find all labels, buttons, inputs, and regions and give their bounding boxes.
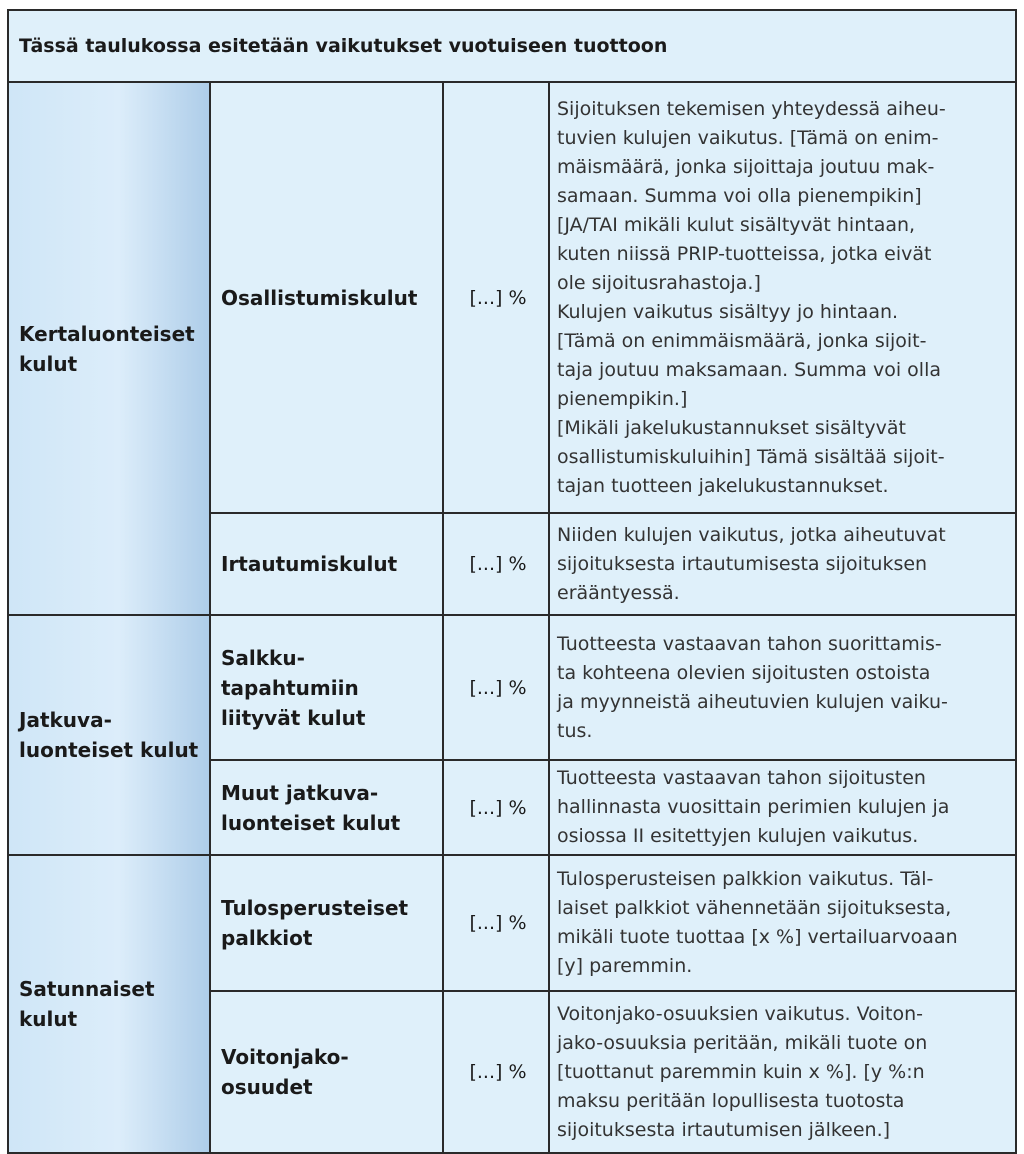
cost-type-line: Osallistumiskulut bbox=[221, 285, 418, 310]
table-caption: Tässä taulukossa esitetään vaikutukset vuotuiseen tuottoon bbox=[8, 10, 1016, 82]
table-row bbox=[8, 82, 1016, 513]
description-line: ja myynneistä aiheutuvien kulujen vaiku- bbox=[557, 690, 948, 713]
description-line: Tuotteesta vastaavan tahon suorittamis- bbox=[557, 632, 942, 655]
percent-cell: [...] % bbox=[443, 82, 549, 513]
description-line: samaan. Summa voi olla pienempikin] bbox=[557, 184, 922, 207]
description-line: jako-osuuksia peritään, mikäli tuote on bbox=[557, 1031, 928, 1054]
percent-cell: [...] % bbox=[443, 513, 549, 615]
description-line: ole sijoitusrahastoja.] bbox=[557, 271, 761, 294]
description-line: mikäli tuote tuottaa [x %] vertailuarvoaan bbox=[557, 926, 958, 948]
category-cell bbox=[8, 615, 210, 855]
category-cell bbox=[8, 855, 210, 1153]
description-line: taja joutuu maksamaan. Summa voi olla bbox=[557, 358, 941, 381]
description-line: hallinnasta vuosittain perimien kulujen ja bbox=[557, 796, 950, 818]
cost-type-line: Tulosperusteiset bbox=[221, 896, 409, 920]
cost-type-cell bbox=[210, 615, 443, 760]
cost-type-line: luonteiset kulut bbox=[221, 810, 401, 835]
cost-impact-table bbox=[7, 9, 1017, 1154]
description-line: tus. bbox=[557, 719, 593, 742]
description-line: kuten niissä PRIP-tuotteissa, jotka eivät bbox=[557, 242, 932, 265]
description-line: Kulujen vaikutus sisältyy jo hintaan. bbox=[557, 300, 899, 323]
description-line: [Mikäli jakelukustannukset sisältyvät bbox=[557, 416, 906, 439]
description-line: [tuottanut paremmin kuin x %]. [y %:n bbox=[557, 1060, 925, 1083]
description-line: Voitonjako-osuuksien vaikutus. Voiton- bbox=[557, 1002, 924, 1025]
description-cell bbox=[549, 513, 1016, 615]
cost-type-line: Muut jatkuva- bbox=[221, 780, 379, 805]
description-line: osallistumiskuluihin] Tämä sisältää sijoit- bbox=[557, 445, 945, 468]
description-line: [JA/TAI mikäli kulut sisältyvät hintaan, bbox=[557, 213, 916, 236]
category-cell bbox=[8, 82, 210, 615]
description-cell bbox=[549, 991, 1016, 1153]
description-line: pienempikin.] bbox=[557, 387, 688, 410]
category-label-line: Kertaluonteiset bbox=[19, 321, 195, 346]
description-cell bbox=[549, 82, 1016, 513]
percent-cell: [...] % bbox=[443, 855, 549, 991]
description-line: Tulosperusteisen palkkion vaikutus. Täl- bbox=[557, 868, 934, 890]
description-line: ta kohteena olevien sijoitusten ostoista bbox=[557, 661, 931, 684]
description-cell bbox=[549, 760, 1016, 855]
description-line: tuvien kulujen vaikutus. [Tämä on enim- bbox=[557, 126, 939, 149]
cost-type-line: Voitonjako- bbox=[221, 1045, 349, 1069]
table-row bbox=[8, 615, 1016, 760]
cost-type-cell bbox=[210, 82, 443, 513]
category-label-line: kulut bbox=[19, 351, 78, 376]
percent-cell: [...] % bbox=[443, 760, 549, 855]
table-caption-row bbox=[8, 10, 1016, 82]
cost-type-line: palkkiot bbox=[221, 926, 313, 950]
cost-type-line: osuudet bbox=[221, 1075, 313, 1099]
description-line: tajan tuotteen jakelukustannukset. bbox=[557, 474, 889, 497]
description-line: [y] paremmin. bbox=[557, 955, 693, 977]
cost-type-line: Salkku- bbox=[221, 645, 305, 670]
description-line: Sijoituksen tekemisen yhteydessä aiheu- bbox=[557, 97, 946, 120]
cost-type-line: tapahtumiin bbox=[221, 675, 359, 700]
category-label-line: kulut bbox=[19, 1007, 78, 1031]
description-cell bbox=[549, 615, 1016, 760]
description-line: erääntyessä. bbox=[557, 581, 680, 604]
category-label-line: Jatkuva- bbox=[19, 708, 112, 732]
percent-cell: [...] % bbox=[443, 991, 549, 1153]
description-line: maksu peritään lopullisesta tuotosta bbox=[557, 1089, 905, 1112]
description-line: laiset palkkiot vähennetään sijoituksesta, bbox=[557, 897, 952, 919]
description-line: Tuotteesta vastaavan tahon sijoitusten bbox=[557, 767, 926, 789]
cost-type-cell bbox=[210, 855, 443, 991]
table-row bbox=[8, 855, 1016, 991]
cost-type-cell bbox=[210, 760, 443, 855]
category-label-line: Satunnaiset bbox=[19, 977, 155, 1001]
description-line: mäismäärä, jonka sijoittaja joutuu mak- bbox=[557, 155, 935, 178]
description-line: osiossa II esitettyjen kulujen vaikutus. bbox=[557, 825, 919, 847]
description-cell bbox=[549, 855, 1016, 991]
description-line: sijoituksesta irtautumisen jälkeen.] bbox=[557, 1118, 891, 1141]
cost-type-cell bbox=[210, 513, 443, 615]
cost-type-cell bbox=[210, 991, 443, 1153]
cost-type-line: liityvät kulut bbox=[221, 705, 366, 730]
description-line: Niiden kulujen vaikutus, jotka aiheutuvat bbox=[557, 523, 946, 546]
category-label-line: luonteiset kulut bbox=[19, 738, 199, 762]
description-line: sijoituksesta irtautumisesta sijoituksen bbox=[557, 552, 928, 575]
cost-type-line: Irtautumiskulut bbox=[221, 552, 398, 576]
percent-cell: [...] % bbox=[443, 615, 549, 760]
description-line: [Tämä on enimmäismäärä, jonka sijoit- bbox=[557, 329, 927, 352]
